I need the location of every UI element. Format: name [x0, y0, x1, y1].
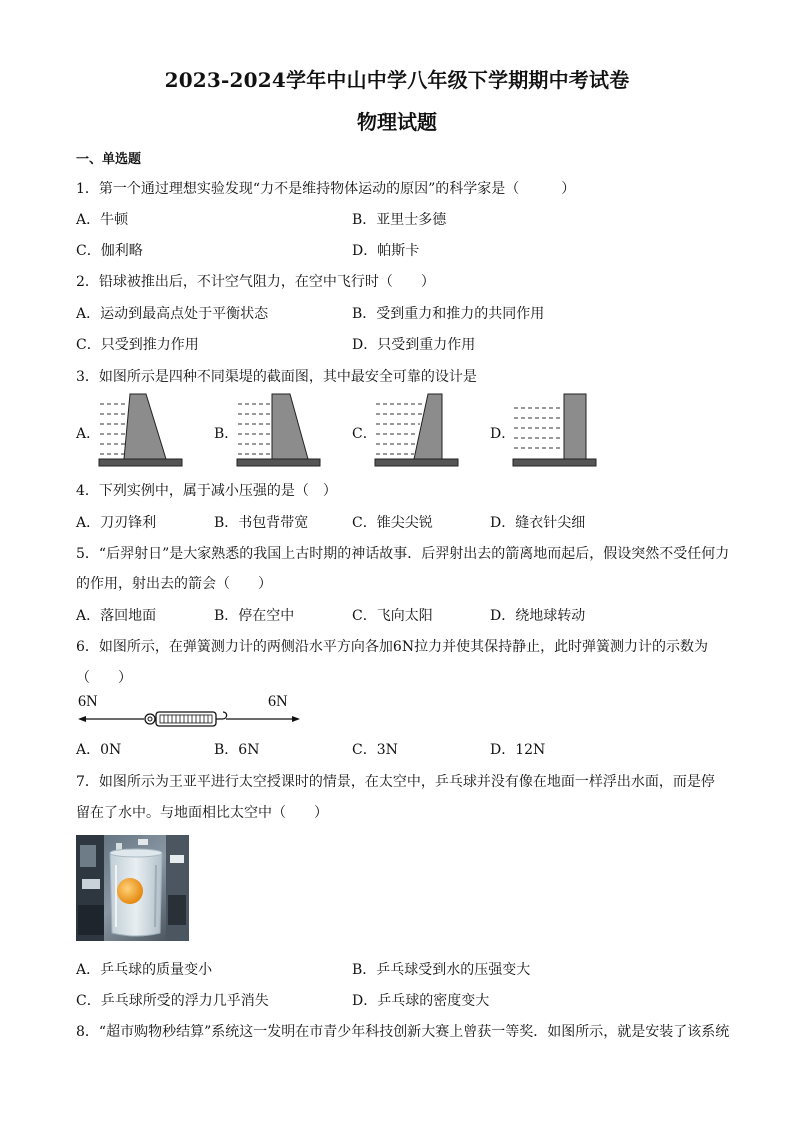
question-8-stem-line-1: 8．“超市购物秒结算”系统这一发明在市青少年科技创新大赛上曾获一等奖．如图所示，就是安装了该系统 [76, 1024, 730, 1040]
question-5-stem-line-1: 5．“后羿射日”是大家熟悉的我国上古时期的神话故事．后羿射出去的箭离地而起后，假设突然不受任何力 [76, 546, 730, 562]
question-5-stem-line-2: 的作用，射出去的箭会（ ） [76, 576, 272, 592]
question-2-stem: 2．铅球被推出后，不计空气阻力，在空中飞行时（ ） [76, 274, 435, 290]
question-7-option-c: C．乒乓球所受的浮力几乎消失 [76, 993, 269, 1009]
dam-cross-section-d [512, 392, 598, 468]
question-2-option-b: B．受到重力和推力的共同作用 [352, 306, 545, 322]
question-6-stem-line-2: （ ） [76, 670, 132, 686]
ping-pong-ball [117, 878, 143, 904]
dam-cross-section-a [98, 392, 184, 468]
left-force-label: 6N [78, 693, 98, 710]
question-4-option-d: D．缝衣针尖细 [490, 515, 586, 531]
exam-subtitle: 物理试题 [357, 110, 437, 134]
question-6-option-c: C．3N [352, 742, 398, 758]
dam-cross-section-b [236, 392, 322, 468]
question-6-option-d: D．12N [490, 742, 546, 758]
question-5-option-b: B．停在空中 [214, 608, 295, 624]
question-7-stem-line-1: 7．如图所示为王亚平进行太空授课时的情景，在太空中，乒乓球并没有像在地面一样浮出水面，而是停 [76, 774, 715, 790]
question-4-option-b: B．书包背带宽 [214, 515, 309, 531]
exam-title: 2023-2024学年中山中学八年级下学期期中考试卷 [164, 68, 630, 92]
question-2-option-a: A．运动到最高点处于平衡状态 [76, 306, 269, 322]
right-force-label: 6N [268, 693, 288, 710]
question-1-option-d: D．帕斯卡 [352, 243, 420, 259]
question-7-stem-line-2: 留在了水中。与地面相比太空中（ ） [76, 805, 328, 821]
spring-scale-figure [76, 690, 306, 734]
question-1-option-b: B．亚里士多德 [352, 212, 447, 228]
question-2-option-d: D．只受到重力作用 [352, 337, 476, 353]
question-7-option-b: B．乒乓球受到水的压强变大 [352, 962, 531, 978]
question-5-option-d: D．绕地球转动 [490, 608, 586, 624]
question-6-option-b: B．6N [214, 742, 260, 758]
space-class-photo [76, 835, 189, 941]
question-6-stem-line-1: 6．如图所示，在弹簧测力计的两侧沿水平方向各加6N拉力并使其保持静止，此时弹簧测力计的示数为 [76, 639, 709, 655]
question-3-option-d: D． [490, 426, 516, 442]
question-4-option-a: A．刀刃锋利 [76, 515, 157, 531]
question-3-option-c: C． [352, 426, 377, 442]
question-5-option-a: A．落回地面 [76, 608, 157, 624]
question-3-option-a: A． [76, 426, 101, 442]
question-7-option-d: D．乒乓球的密度变大 [352, 993, 490, 1009]
question-4-option-c: C．锥尖尖锐 [352, 515, 433, 531]
question-4-stem: 4．下列实例中，属于减小压强的是（ ） [76, 483, 337, 499]
section-heading: 一、单选题 [76, 152, 142, 167]
question-1-option-c: C．伽利略 [76, 243, 143, 259]
question-3-stem: 3．如图所示是四种不同渠堤的截面图，其中最安全可靠的设计是 [76, 369, 477, 385]
question-7-option-a: A．乒乓球的质量变小 [76, 962, 213, 978]
dam-cross-section-c [374, 392, 460, 468]
question-3-option-b: B． [214, 426, 239, 442]
question-2-option-c: C．只受到推力作用 [76, 337, 199, 353]
question-5-option-c: C．飞向太阳 [352, 608, 433, 624]
question-6-option-a: A．0N [76, 742, 122, 758]
question-1-option-a: A．牛顿 [76, 212, 129, 228]
question-1-stem: 1．第一个通过理想实验发现“力不是维持物体运动的原因”的科学家是（ ） [76, 181, 576, 197]
